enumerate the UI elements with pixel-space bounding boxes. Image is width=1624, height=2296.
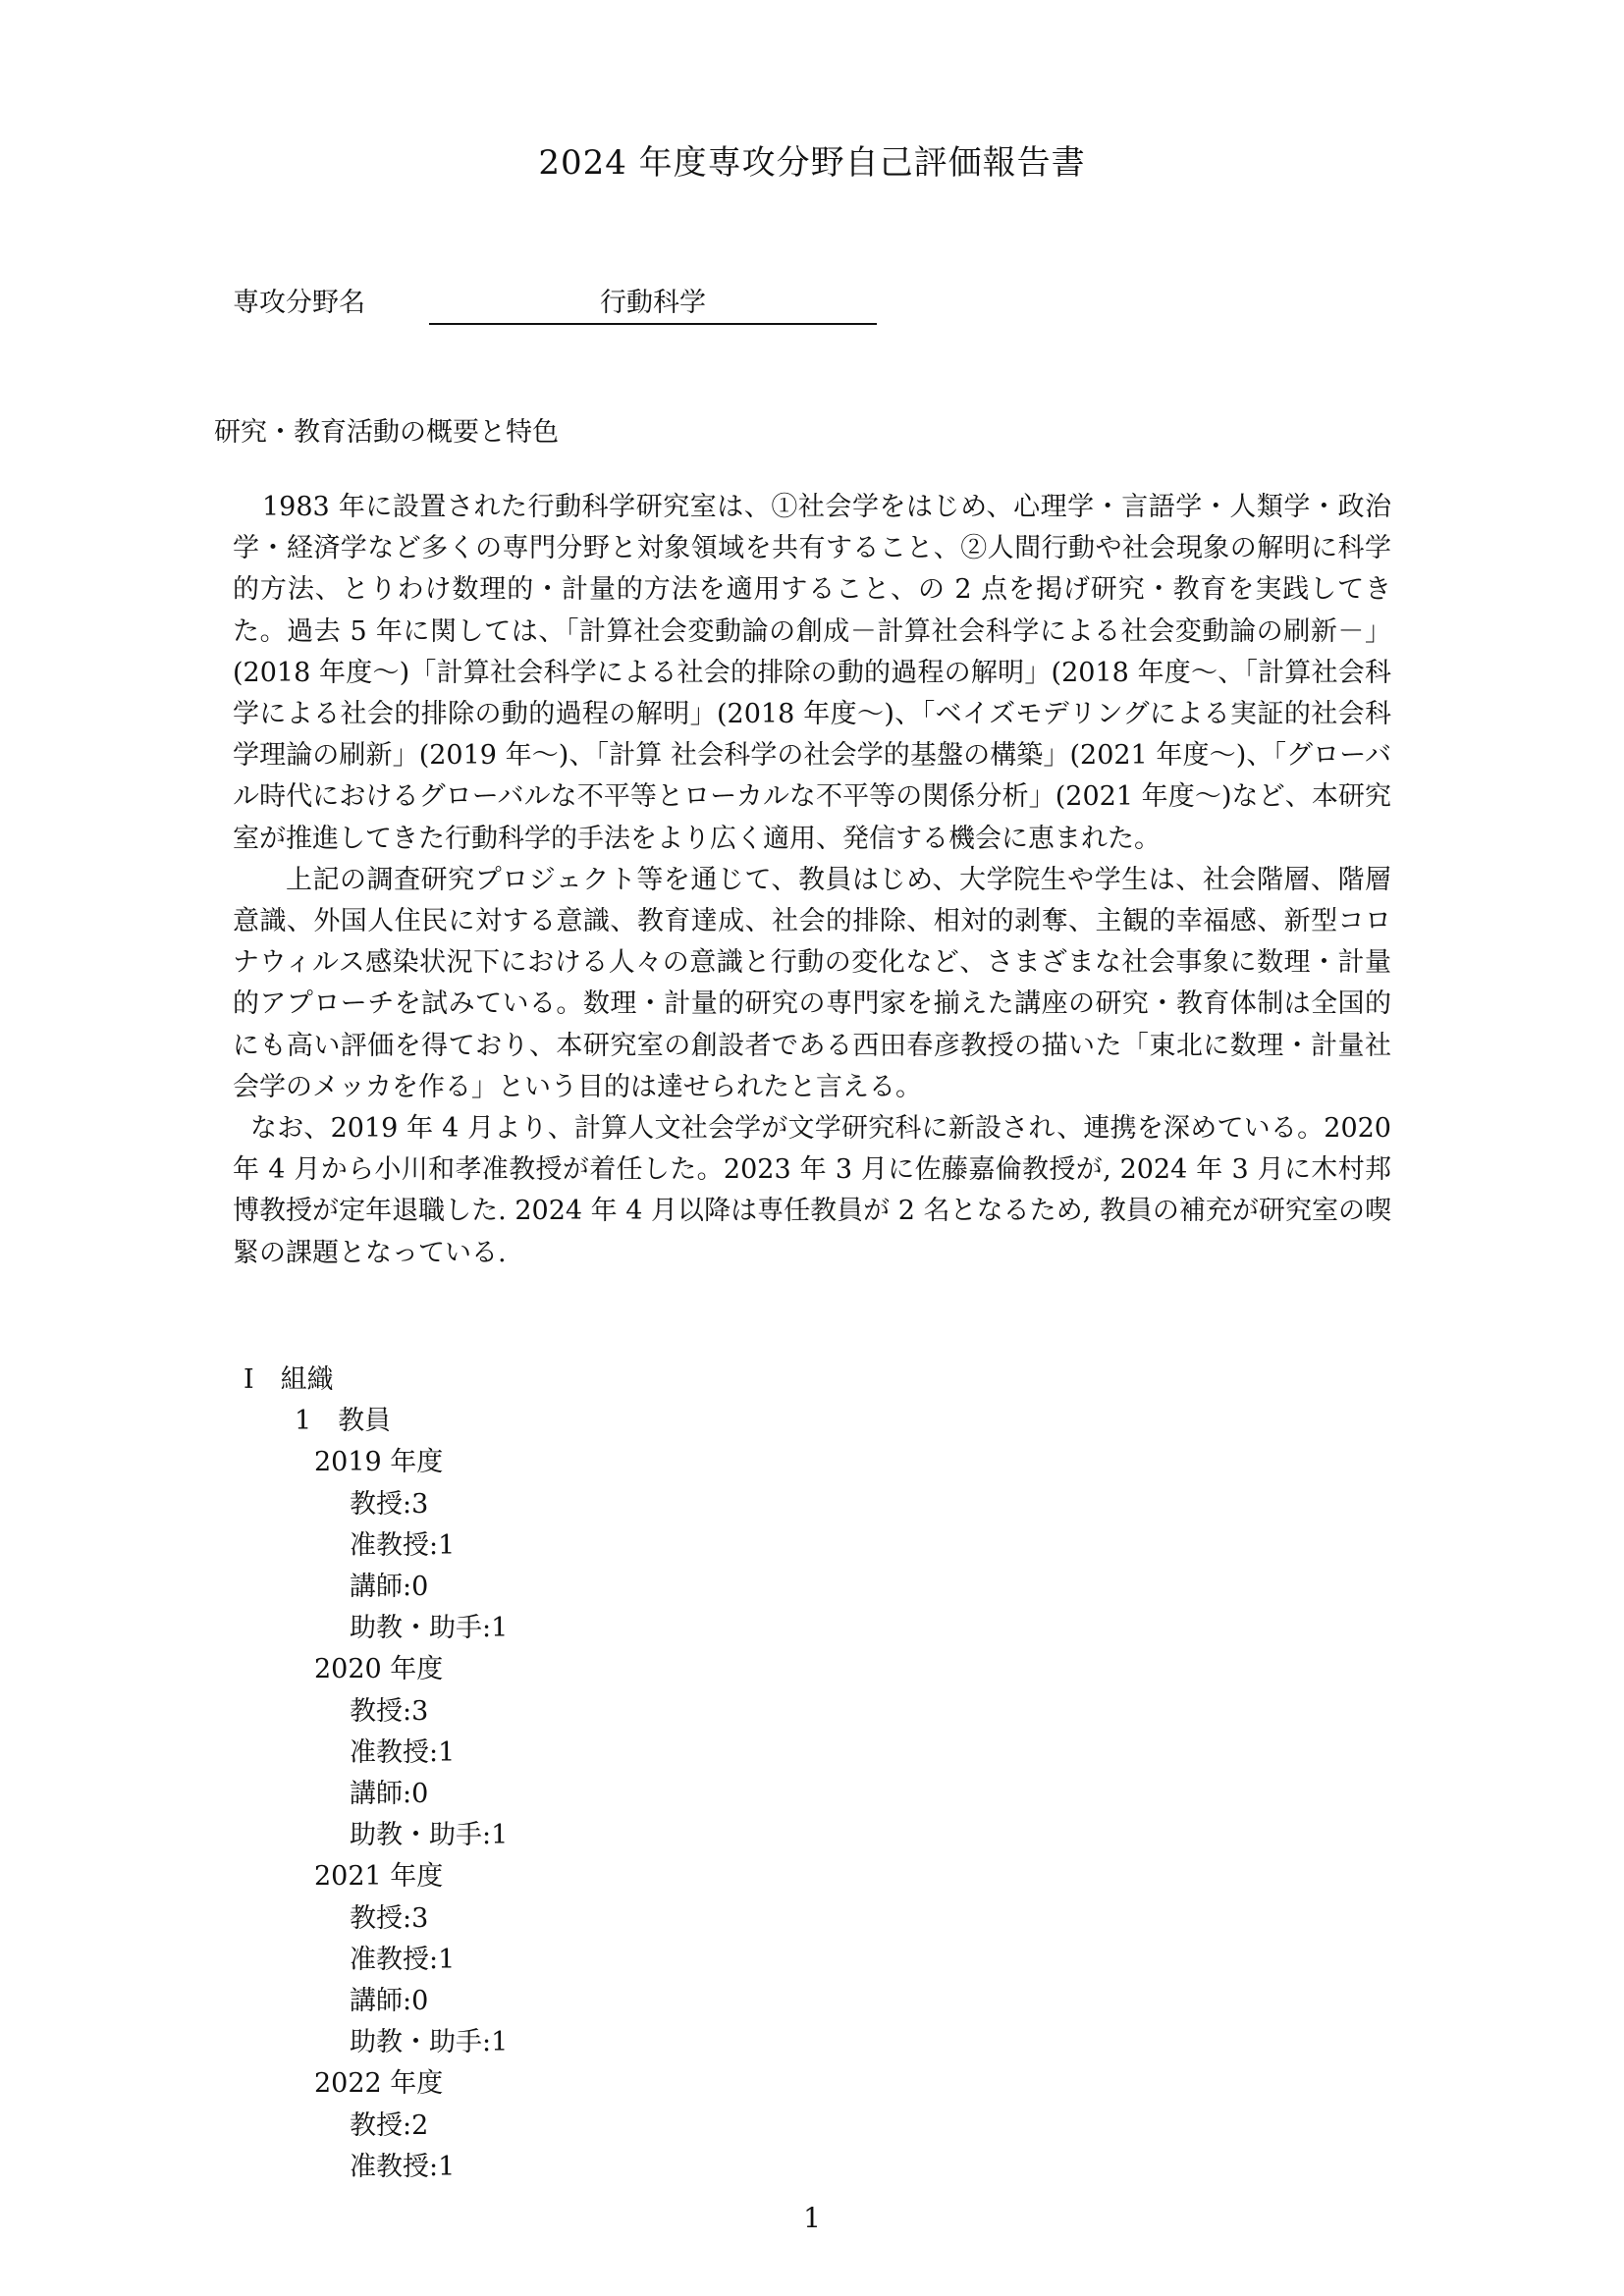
year-heading: 2021 年度 (314, 1861, 444, 1893)
staff-count: 准教授:1 (350, 1736, 456, 1768)
staff-count: 講師:0 (350, 1779, 429, 1810)
paragraph: なお、2019 年 4 月より、計算人文社会学が文学研究科に新設され、連携を深めている。2020 年 4 月から小川和孝准教授が着任した。2023 年 3 月に佐藤嘉倫教授が, 2024 年 3 月に木村邦博教授が定年退職した. 2024 年 4 月以降は専任教員が 2 名となるため, 教員の補充が研究室の喫緊の課題となっている. (233, 1113, 1391, 1268)
outline-subsection: 1 教員 (295, 1406, 392, 1437)
field-label: 専攻分野名 (233, 288, 365, 318)
organization-outline (244, 1360, 508, 2188)
staff-count: 教授:3 (350, 1488, 429, 1520)
staff-count: 講師:0 (350, 1572, 429, 1603)
paragraph: 1983 年に設置された行動科学研究室は、①社会学をはじめ、心理学・言語学・人類学・政治学・経済学など多くの専門分野と対象領域を共有すること、②人間行動や社会現象の解明に科学的方法、とりわけ数理的・計量的方法を適用すること、の 2 点を掲げ研究・教育を実践してきた。過去 5 年に関しては、「計算社会変動論の創成－計算社会科学による社会変動論の刷新－」(2018 年度～)「計算社会科学による社会的排除の動的過程の解明」(2018 年度～、「計算社会科学による社会的排除の動的過程の解明」(2018 年度～)、「ベイズモデリングによる実証的社会科学理論の刷新」(2019 年～)、「計算 社会科学の社会学的基盤の構築」(2021 年度～)、「グローバル時代におけるグローバルな不平等とローカルな不平等の関係分析」(2021 年度～)など、本研究室が推進してきた行動科学的手法をより広く適用、発信する機会に恵まれた。 (233, 492, 1391, 854)
staff-count: 准教授:1 (350, 1944, 456, 1975)
field-row (233, 281, 706, 319)
page-number: 1 (803, 2202, 821, 2234)
field-value: 行動科学 (429, 281, 877, 325)
staff-count: 助教・助手:1 (350, 1613, 509, 1644)
outline-section: Ⅰ 組織 (244, 1364, 334, 1395)
year-heading: 2019 年度 (314, 1447, 444, 1478)
staff-count: 助教・助手:1 (350, 1820, 509, 1851)
year-heading: 2020 年度 (314, 1654, 444, 1685)
year-heading: 2022 年度 (314, 2068, 444, 2100)
staff-count: 講師:0 (350, 1986, 429, 2017)
staff-count: 助教・助手:1 (350, 2027, 509, 2058)
staff-count: 准教授:1 (350, 2151, 456, 2182)
staff-count: 准教授:1 (350, 1529, 456, 1561)
document-title: 2024 年度専攻分野自己評価報告書 (538, 143, 1086, 183)
paragraph: 上記の調査研究プロジェクト等を通じて、教員はじめ、大学院生や学生は、社会階層、階層意識、外国人住民に対する意識、教育達成、社会的排除、相対的剥奪、主観的幸福感、新型コロナウィルス感染状況下における人々の意識と行動の変化など、さまざまな社会事象に数理・計量的アプローチを試みている。数理・計量的研究の専門家を揃えた講座の研究・教育体制は全国的にも高い評価を得ており、本研究室の創設者である西田春彦教授の描いた「東北に数理・計量社会学のメッカを作る」という目的は達せられたと言える。 (233, 864, 1391, 1102)
body-text (233, 487, 1391, 1274)
section-heading: 研究・教育活動の概要と特色 (214, 417, 559, 448)
staff-count: 教授:3 (350, 1902, 429, 1934)
staff-count: 教授:2 (350, 2109, 429, 2141)
staff-count: 教授:3 (350, 1695, 429, 1727)
